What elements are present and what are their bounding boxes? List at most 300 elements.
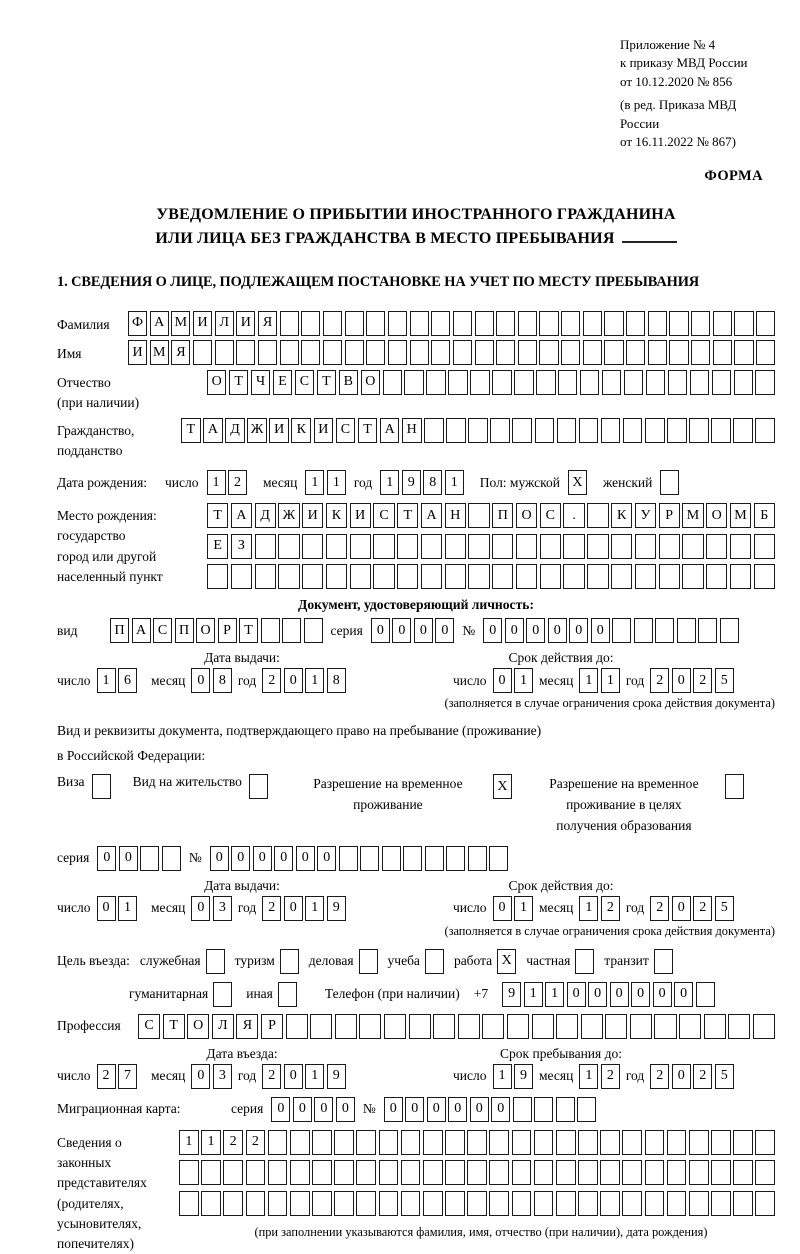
char-cell[interactable]: Д [225,418,245,443]
char-cell[interactable] [557,418,577,443]
char-cell[interactable] [689,418,709,443]
char-cell[interactable]: Д [255,503,276,528]
char-cell[interactable]: С [336,418,356,443]
char-cell[interactable]: И [314,418,334,443]
char-cell[interactable]: И [350,503,371,528]
char-cell[interactable]: 1 [524,982,543,1007]
char-cell[interactable]: О [361,370,380,395]
char-cell[interactable] [304,618,323,643]
char-cell[interactable]: 2 [650,1064,669,1089]
char-cell[interactable]: 0 [336,1097,355,1122]
char-cell[interactable]: И [269,418,289,443]
char-cell[interactable] [286,1014,308,1039]
char-cell[interactable] [492,370,511,395]
char-cell[interactable] [350,564,371,589]
char-cell[interactable] [433,1014,455,1039]
char-cell[interactable] [193,340,212,365]
char-cell[interactable] [350,534,371,559]
char-cell[interactable]: Е [273,370,292,395]
char-cell[interactable]: 0 [253,846,272,871]
char-cell[interactable] [424,418,444,443]
char-cell[interactable] [689,1160,709,1185]
char-cell[interactable] [339,846,358,871]
char-cell[interactable] [453,311,472,336]
char-cell[interactable] [280,340,299,365]
char-cell[interactable] [733,1130,753,1155]
char-cell[interactable] [577,1097,596,1122]
char-cell[interactable]: 6 [118,668,137,693]
char-cell[interactable]: 1 [305,1064,324,1089]
char-cell[interactable] [179,1160,199,1185]
char-cell[interactable]: О [706,503,727,528]
char-cell[interactable] [512,418,532,443]
char-cell[interactable] [312,1191,332,1216]
char-cell[interactable] [611,534,632,559]
char-cell[interactable] [532,1014,554,1039]
char-cell[interactable]: М [171,311,190,336]
purpose-other-checkbox[interactable] [278,982,297,1007]
char-cell[interactable] [669,311,688,336]
char-cell[interactable] [623,418,643,443]
char-cell[interactable] [334,1191,354,1216]
char-cell[interactable]: 2 [246,1130,266,1155]
char-cell[interactable] [602,370,621,395]
char-cell[interactable] [373,564,394,589]
char-cell[interactable] [382,846,401,871]
char-cell[interactable]: 5 [715,1064,734,1089]
char-cell[interactable] [734,311,753,336]
char-cell[interactable] [397,534,418,559]
char-cell[interactable] [558,370,577,395]
char-cell[interactable]: 1 [380,470,399,495]
char-cell[interactable] [691,340,710,365]
char-cell[interactable]: 2 [262,668,281,693]
char-cell[interactable]: 0 [610,982,629,1007]
char-cell[interactable]: 9 [402,470,421,495]
char-cell[interactable]: 1 [179,1130,199,1155]
char-cell[interactable] [489,1130,509,1155]
char-cell[interactable] [201,1191,221,1216]
char-cell[interactable]: 0 [672,896,691,921]
char-cell[interactable]: Р [659,503,680,528]
char-cell[interactable] [323,311,342,336]
char-cell[interactable] [600,1191,620,1216]
char-cell[interactable] [655,618,674,643]
char-cell[interactable] [383,370,402,395]
char-cell[interactable]: 2 [650,668,669,693]
char-cell[interactable]: 0 [591,618,610,643]
char-cell[interactable] [601,418,621,443]
char-cell[interactable]: . [563,503,584,528]
char-cell[interactable]: 1 [579,896,598,921]
char-cell[interactable]: С [540,503,561,528]
char-cell[interactable] [667,418,687,443]
char-cell[interactable]: Ч [251,370,270,395]
char-cell[interactable] [734,340,753,365]
char-cell[interactable] [489,846,508,871]
char-cell[interactable] [421,534,442,559]
char-cell[interactable]: 0 [119,846,138,871]
char-cell[interactable] [712,370,731,395]
char-cell[interactable] [246,1191,266,1216]
char-cell[interactable]: 0 [284,896,303,921]
purpose-private-checkbox[interactable] [575,949,594,974]
char-cell[interactable] [236,340,255,365]
char-cell[interactable] [468,564,489,589]
char-cell[interactable] [359,1014,381,1039]
char-cell[interactable] [401,1130,421,1155]
char-cell[interactable]: 9 [502,982,521,1007]
char-cell[interactable] [720,618,739,643]
char-cell[interactable] [512,1130,532,1155]
char-cell[interactable] [431,340,450,365]
char-cell[interactable] [754,564,775,589]
char-cell[interactable] [401,1191,421,1216]
char-cell[interactable] [730,564,751,589]
char-cell[interactable] [482,1014,504,1039]
char-cell[interactable] [755,1191,775,1216]
char-cell[interactable] [513,1097,532,1122]
char-cell[interactable] [410,311,429,336]
purpose-study-checkbox[interactable] [425,949,444,974]
char-cell[interactable] [622,1191,642,1216]
char-cell[interactable] [583,311,602,336]
char-cell[interactable]: 1 [579,668,598,693]
char-cell[interactable] [290,1160,310,1185]
char-cell[interactable] [446,846,465,871]
char-cell[interactable]: О [207,370,226,395]
char-cell[interactable]: 0 [588,982,607,1007]
char-cell[interactable] [689,1191,709,1216]
char-cell[interactable]: Т [229,370,248,395]
char-cell[interactable] [268,1130,288,1155]
char-cell[interactable]: А [421,503,442,528]
char-cell[interactable]: 0 [505,618,524,643]
char-cell[interactable]: 0 [191,896,210,921]
char-cell[interactable] [630,1014,652,1039]
char-cell[interactable] [507,1014,529,1039]
char-cell[interactable] [587,503,608,528]
char-cell[interactable] [645,1130,665,1155]
char-cell[interactable]: 0 [448,1097,467,1122]
char-cell[interactable]: И [302,503,323,528]
char-cell[interactable] [604,340,623,365]
char-cell[interactable]: Ж [278,503,299,528]
char-cell[interactable]: 2 [228,470,247,495]
char-cell[interactable]: П [492,503,513,528]
char-cell[interactable] [278,564,299,589]
char-cell[interactable] [669,340,688,365]
char-cell[interactable]: 9 [514,1064,533,1089]
char-cell[interactable] [516,564,537,589]
char-cell[interactable] [492,564,513,589]
char-cell[interactable]: Т [397,503,418,528]
char-cell[interactable] [579,418,599,443]
char-cell[interactable]: Т [358,418,378,443]
char-cell[interactable]: 1 [207,470,226,495]
char-cell[interactable] [388,340,407,365]
char-cell[interactable]: Я [258,311,277,336]
char-cell[interactable] [312,1160,332,1185]
char-cell[interactable] [301,311,320,336]
char-cell[interactable] [534,1130,554,1155]
char-cell[interactable] [445,564,466,589]
char-cell[interactable] [645,1160,665,1185]
temp-residence-education-checkbox[interactable] [725,774,744,799]
char-cell[interactable]: У [635,503,656,528]
purpose-humanitarian-checkbox[interactable] [213,982,232,1007]
char-cell[interactable]: 0 [526,618,545,643]
char-cell[interactable] [401,1160,421,1185]
char-cell[interactable]: Т [163,1014,185,1039]
char-cell[interactable] [754,534,775,559]
char-cell[interactable]: 2 [97,1064,116,1089]
char-cell[interactable] [518,311,537,336]
char-cell[interactable]: 0 [191,668,210,693]
char-cell[interactable] [622,1130,642,1155]
char-cell[interactable] [423,1130,443,1155]
char-cell[interactable] [583,340,602,365]
char-cell[interactable] [512,1191,532,1216]
char-cell[interactable]: 0 [97,846,116,871]
char-cell[interactable] [302,564,323,589]
char-cell[interactable]: 0 [491,1097,510,1122]
char-cell[interactable]: А [380,418,400,443]
char-cell[interactable]: К [291,418,311,443]
char-cell[interactable]: 0 [414,618,433,643]
char-cell[interactable] [753,1014,775,1039]
char-cell[interactable] [677,618,696,643]
char-cell[interactable] [179,1191,199,1216]
char-cell[interactable]: 0 [210,846,229,871]
char-cell[interactable] [516,534,537,559]
char-cell[interactable] [534,1097,553,1122]
char-cell[interactable]: П [175,618,194,643]
char-cell[interactable]: 0 [548,618,567,643]
char-cell[interactable] [728,1014,750,1039]
char-cell[interactable] [496,311,515,336]
char-cell[interactable] [261,618,280,643]
char-cell[interactable] [326,534,347,559]
char-cell[interactable] [255,534,276,559]
char-cell[interactable] [679,1014,701,1039]
char-cell[interactable]: А [231,503,252,528]
char-cell[interactable]: Я [171,340,190,365]
char-cell[interactable] [634,618,653,643]
char-cell[interactable] [556,1160,576,1185]
char-cell[interactable] [645,418,665,443]
char-cell[interactable] [667,1130,687,1155]
char-cell[interactable] [730,534,751,559]
char-cell[interactable]: 1 [305,470,324,495]
char-cell[interactable] [423,1191,443,1216]
char-cell[interactable]: 0 [314,1097,333,1122]
purpose-transit-checkbox[interactable] [654,949,673,974]
char-cell[interactable] [366,311,385,336]
char-cell[interactable] [489,1191,509,1216]
char-cell[interactable]: М [150,340,169,365]
char-cell[interactable]: 1 [445,470,464,495]
char-cell[interactable]: 2 [601,1064,620,1089]
char-cell[interactable] [667,1160,687,1185]
char-cell[interactable] [201,1160,221,1185]
char-cell[interactable] [448,370,467,395]
char-cell[interactable] [468,846,487,871]
char-cell[interactable] [611,564,632,589]
char-cell[interactable] [468,418,488,443]
char-cell[interactable]: С [295,370,314,395]
char-cell[interactable]: 1 [97,668,116,693]
char-cell[interactable] [468,503,489,528]
purpose-work-checkbox[interactable]: X [497,949,516,974]
char-cell[interactable]: Л [215,311,234,336]
char-cell[interactable] [578,1191,598,1216]
char-cell[interactable] [580,370,599,395]
char-cell[interactable] [626,311,645,336]
char-cell[interactable] [690,370,709,395]
char-cell[interactable] [756,340,775,365]
char-cell[interactable] [648,340,667,365]
char-cell[interactable] [207,564,228,589]
char-cell[interactable] [379,1160,399,1185]
char-cell[interactable] [689,1130,709,1155]
char-cell[interactable]: О [187,1014,209,1039]
char-cell[interactable] [696,982,715,1007]
char-cell[interactable] [682,534,703,559]
char-cell[interactable]: 3 [213,896,232,921]
char-cell[interactable] [445,1191,465,1216]
char-cell[interactable] [397,564,418,589]
char-cell[interactable]: Т [317,370,336,395]
char-cell[interactable] [475,311,494,336]
char-cell[interactable]: Л [212,1014,234,1039]
char-cell[interactable]: 2 [693,668,712,693]
char-cell[interactable] [635,534,656,559]
char-cell[interactable]: 7 [118,1064,137,1089]
char-cell[interactable]: 1 [327,470,346,495]
char-cell[interactable] [467,1160,487,1185]
char-cell[interactable] [290,1130,310,1155]
char-cell[interactable] [446,418,466,443]
visa-checkbox[interactable] [92,774,111,799]
char-cell[interactable] [215,340,234,365]
char-cell[interactable] [489,1160,509,1185]
char-cell[interactable] [605,1014,627,1039]
char-cell[interactable]: П [110,618,129,643]
char-cell[interactable]: Т [239,618,258,643]
char-cell[interactable] [423,1160,443,1185]
char-cell[interactable] [556,1014,578,1039]
char-cell[interactable]: 8 [327,668,346,693]
char-cell[interactable] [556,1130,576,1155]
char-cell[interactable]: 0 [493,668,512,693]
char-cell[interactable]: 0 [384,1097,403,1122]
char-cell[interactable] [246,1160,266,1185]
char-cell[interactable]: 0 [97,896,116,921]
char-cell[interactable] [162,846,181,871]
char-cell[interactable] [388,311,407,336]
char-cell[interactable]: С [373,503,394,528]
char-cell[interactable]: А [150,311,169,336]
char-cell[interactable] [373,534,394,559]
purpose-business-trip-checkbox[interactable] [206,949,225,974]
char-cell[interactable] [706,534,727,559]
char-cell[interactable]: Р [218,618,237,643]
char-cell[interactable] [445,1130,465,1155]
char-cell[interactable]: Ж [247,418,267,443]
char-cell[interactable] [258,340,277,365]
char-cell[interactable]: 0 [493,896,512,921]
char-cell[interactable] [310,1014,332,1039]
char-cell[interactable] [713,340,732,365]
char-cell[interactable] [561,311,580,336]
char-cell[interactable]: 5 [715,668,734,693]
char-cell[interactable]: 1 [601,668,620,693]
char-cell[interactable]: М [682,503,703,528]
char-cell[interactable]: Ф [128,311,147,336]
char-cell[interactable]: 0 [672,668,691,693]
char-cell[interactable]: И [128,340,147,365]
char-cell[interactable] [409,1014,431,1039]
char-cell[interactable] [535,418,555,443]
char-cell[interactable]: 0 [231,846,250,871]
char-cell[interactable]: 1 [118,896,137,921]
char-cell[interactable] [312,1130,332,1155]
char-cell[interactable] [635,564,656,589]
char-cell[interactable] [734,370,753,395]
char-cell[interactable]: 0 [427,1097,446,1122]
char-cell[interactable] [404,370,423,395]
char-cell[interactable] [691,311,710,336]
title-blank-line[interactable] [622,228,677,242]
char-cell[interactable] [755,1130,775,1155]
char-cell[interactable]: 0 [284,668,303,693]
char-cell[interactable]: 0 [405,1097,424,1122]
char-cell[interactable] [356,1191,376,1216]
char-cell[interactable]: 2 [223,1130,243,1155]
char-cell[interactable] [421,564,442,589]
char-cell[interactable]: 8 [213,668,232,693]
char-cell[interactable] [496,340,515,365]
char-cell[interactable] [379,1130,399,1155]
char-cell[interactable] [280,311,299,336]
char-cell[interactable]: 0 [284,1064,303,1089]
char-cell[interactable] [410,340,429,365]
char-cell[interactable]: 8 [423,470,442,495]
char-cell[interactable]: 0 [317,846,336,871]
char-cell[interactable] [268,1191,288,1216]
char-cell[interactable]: Е [207,534,228,559]
char-cell[interactable]: Б [754,503,775,528]
char-cell[interactable] [278,534,299,559]
char-cell[interactable]: Т [207,503,228,528]
char-cell[interactable]: Н [445,503,466,528]
sex-female-checkbox[interactable] [660,470,679,495]
char-cell[interactable] [512,1160,532,1185]
char-cell[interactable] [578,1160,598,1185]
char-cell[interactable] [492,534,513,559]
char-cell[interactable] [223,1160,243,1185]
char-cell[interactable] [335,1014,357,1039]
char-cell[interactable] [458,1014,480,1039]
char-cell[interactable] [514,370,533,395]
char-cell[interactable]: К [326,503,347,528]
char-cell[interactable] [600,1130,620,1155]
char-cell[interactable]: 2 [650,896,669,921]
char-cell[interactable] [334,1160,354,1185]
char-cell[interactable] [301,340,320,365]
char-cell[interactable] [231,564,252,589]
